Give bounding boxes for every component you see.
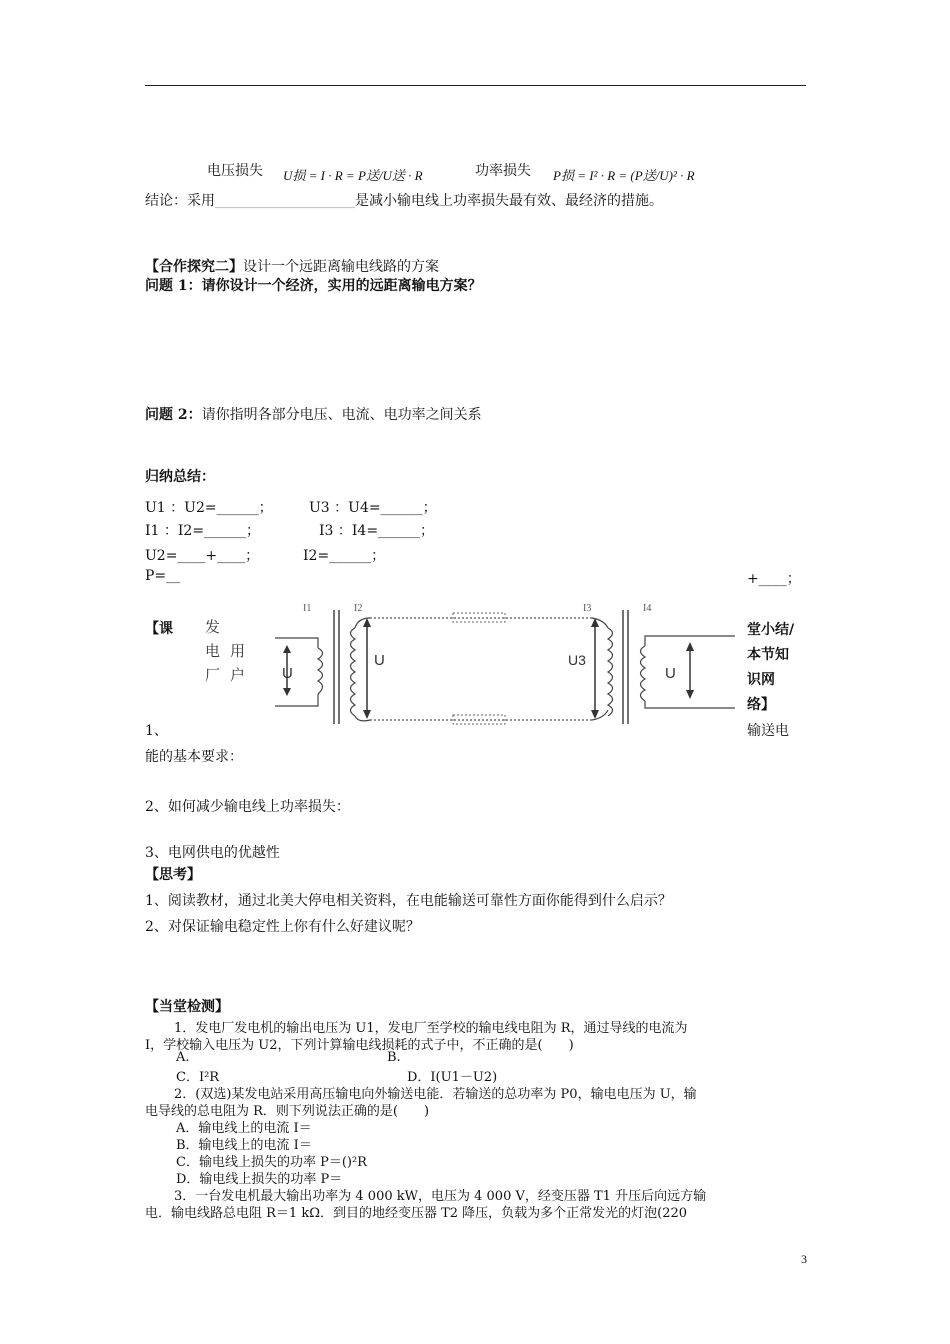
summary-line3a: U2=____+____；	[145, 548, 260, 564]
class-summary-item1-tail: 输送电	[747, 723, 789, 739]
inquiry2-q2-label: 问题 2：	[145, 407, 202, 423]
voltage-loss-label: 电压损失	[207, 163, 263, 179]
test-line-1: I，学校输入电压为 U2，下列计算输电线损耗的式子中，不正确的是( )	[145, 1038, 574, 1053]
label-u-left: U	[282, 665, 293, 682]
transmission-diagram	[200, 598, 735, 726]
label-chang: 厂	[205, 666, 221, 684]
class-summary-right-3: 识网	[747, 672, 775, 688]
power-loss-label: 功率损失	[475, 163, 531, 179]
summary-heading: 归纳总结：	[145, 469, 215, 485]
test-line-6: 2．(双选)某发电站采用高压输电向外输送电能．若输送的总功率为 P0，输电电压为 U，输	[174, 1087, 697, 1102]
class-summary-item3: 3、电网供电的优越性	[145, 845, 280, 861]
test-heading: 【当堂检测】	[145, 999, 229, 1015]
test-line-5: D．I(U1－U2)	[407, 1070, 498, 1085]
inquiry2-q1: 问题 1：请你设计一个经济，实用的远距离输电方案？	[145, 278, 482, 294]
summary-line4b: +____；	[747, 571, 801, 587]
test-line-9: B．输电线上的电流 I＝	[176, 1138, 312, 1153]
test-line-4: C．I²R	[176, 1070, 220, 1085]
conclusion-line	[145, 190, 663, 210]
inquiry2-heading: 【合作探究二】	[145, 259, 243, 275]
summary-line2a: I1 ：I2=______；	[145, 523, 261, 539]
test-line-0: 1．发电厂发电机的输出电压为 U1，发电厂至学校的输电线电阻为 R，通过导线的电流为	[174, 1021, 688, 1036]
label-dian: 电	[205, 642, 221, 660]
label-i2: I2	[354, 603, 363, 614]
inquiry2-q2-line	[145, 404, 482, 424]
label-hu: 户	[230, 666, 246, 684]
class-summary-item1-num: 1、	[145, 723, 168, 739]
test-line-2: A.	[176, 1050, 190, 1065]
class-summary-item1-rest: 能的基本要求：	[145, 749, 243, 765]
test-line-10: C．输电线上损失的功率 P＝()²R	[176, 1155, 367, 1170]
inquiry2-q2-text: 请你指明各部分电压、电流、电功率之间关系	[201, 407, 482, 423]
conclusion-suffix: 是减小输电线上功率损失最有效、最经济的措施。	[355, 193, 663, 209]
test-line-11: D．输电线上损失的功率 P＝	[176, 1172, 343, 1187]
thinking-q1: 1、阅读教材，通过北美大停电相关资料，在电能输送可靠性方面你能得到什么启示？	[145, 893, 672, 909]
label-yong: 用	[230, 642, 246, 660]
summary-line1a: U1 ：U2=______；	[145, 500, 273, 516]
page-number: 3	[801, 1252, 807, 1266]
summary-line2b: I3 ：I4=______；	[319, 523, 435, 539]
summary-line3b: I2=______；	[303, 548, 386, 564]
label-u2: U	[374, 652, 385, 669]
class-summary-left: 【课	[145, 621, 173, 637]
test-line-8: A．输电线上的电流 I＝	[176, 1121, 312, 1136]
thinking-q2: 2、对保证输电稳定性上你有什么好建议呢？	[145, 919, 420, 935]
conclusion-prefix: 结论：采用	[145, 193, 215, 209]
summary-line4a: P=__	[145, 568, 181, 584]
test-line-13: 电．输电线路总电阻 R＝1 kΩ．到目的地经变压器 T2 降压，负载为多个正常发光的灯泡(220	[145, 1206, 688, 1221]
inquiry2-heading-line	[145, 256, 439, 276]
class-summary-right-4: 络】	[747, 697, 775, 713]
label-i1: I1	[303, 603, 312, 614]
class-summary-right	[747, 618, 794, 718]
class-summary-right-1: 堂小结/	[747, 622, 795, 638]
summary-line1b: U3 ：U4=______；	[309, 500, 437, 516]
header-rule	[145, 85, 806, 86]
label-fa: 发	[205, 618, 221, 636]
label-u-right: U	[665, 665, 676, 682]
test-line-12: 3．一台发电机最大输出功率为 4 000 kW，电压为 4 000 V，经变压器 T1 升压后向远方输	[174, 1189, 707, 1204]
class-summary-right-2: 本节知	[747, 647, 789, 663]
power-loss-formula	[553, 158, 695, 184]
inquiry2-heading-text: 设计一个远距离输电线路的方案	[243, 259, 439, 275]
voltage-loss-formula	[283, 158, 423, 184]
class-summary-item2: 2、如何减少输电线上功率损失：	[145, 799, 350, 815]
transmission-diagram-svg	[200, 598, 735, 726]
label-u3: U3	[568, 652, 586, 668]
test-line-7: 电导线的总电阻为 R．则下列说法正确的是( )	[145, 1104, 430, 1119]
label-i4: I4	[643, 603, 652, 614]
voltage-loss-formula-text: U损 = I · R = P送/U送 · R	[283, 168, 423, 183]
conclusion-blank: ____________________	[215, 193, 355, 209]
thinking-heading: 【思考】	[145, 867, 201, 883]
test-line-3: B.	[387, 1050, 401, 1065]
label-i3: I3	[583, 603, 592, 614]
power-loss-formula-text: P损 = I² · R = (P送/U)² · R	[553, 168, 695, 183]
